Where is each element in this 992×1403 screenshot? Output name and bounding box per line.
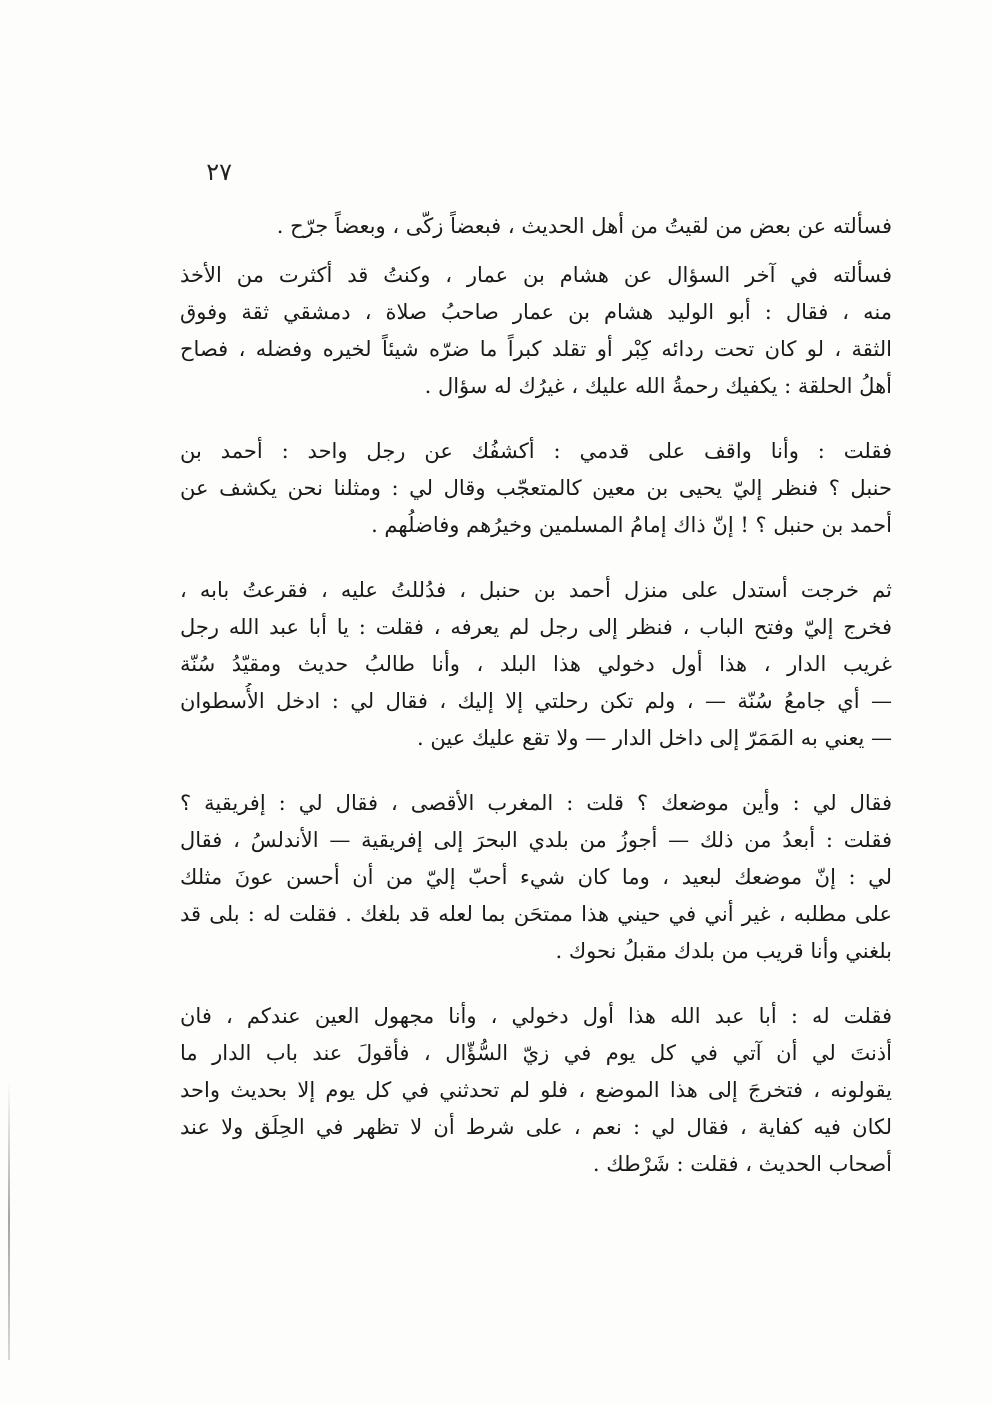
text-line: فقلت : وأنا واقف على قدمي : أكشفُك عن رجل واحد : أحمد بن <box>180 439 892 463</box>
text-line: فسألته عن بعض من لقيتُ من أهل الحديث ، فبعضاً زكّى ، وبعضاً جرّح . <box>276 214 892 238</box>
text-line: بلغني وأنا قريب من بلدك مقبلُ نحوك . <box>555 939 892 963</box>
text-line: أذنتَ لي أن آتي في كل يوم في زيّ السُّؤّال ، فأقولَ عند باب الدار ما <box>180 1041 892 1065</box>
text-line: ثم خرجت أستدل على منزل أحمد بن حنبل ، فدُللتُ عليه ، فقرعتُ بابه ، <box>180 578 892 602</box>
text-line: منه ، فقال : أبو الوليد هشام بن عمار صاحبُ صلاة ، دمشقي ثقة وفوق <box>180 300 892 324</box>
paragraph-5 <box>180 785 892 970</box>
paragraph-6 <box>180 998 892 1183</box>
text-line: يقولونه ، فتخرجَ إلى هذا الموضع ، فلو لم تحدثني في كل يوم إلا بحديث واحد <box>180 1078 892 1102</box>
text-line: فقلت : أبعدُ من ذلك — أجوزُ من بلدي البحرَ إلى إفريقية — الأندلسُ ، فقال <box>180 828 892 852</box>
text-line: الثقة ، لو كان تحت ردائه كِبْر أو تقلد كبراً ما ضرّه شيئاً لخيره وفضله ، فصاح <box>180 337 892 361</box>
text-line: لكان فيه كفاية ، فقال لي : نعم ، على شرط أن لا تظهر في الحِلَق ولا عند <box>180 1115 892 1139</box>
body-text <box>180 208 892 1183</box>
text-line: لي : إنّ موضعك لبعيد ، وما كان شيء أحبّ إليّ من أن أحسن عونَ مثلك <box>180 865 892 889</box>
paragraph-gap <box>180 757 892 785</box>
page-number: ٢٧ <box>206 158 232 186</box>
text-line: — أي جامعُ سُنّة — ، ولم تكن رحلتي إلا إليك ، فقال لي : ادخل الأُسطوان <box>180 689 892 713</box>
text-line: فسألته في آخر السؤال عن هشام بن عمار ، وكنتُ قد أكثرت من الأخذ <box>180 263 892 287</box>
paragraph-gap <box>180 405 892 433</box>
text-line: فخرج إليّ وفتح الباب ، فنظر إلى رجل لم يعرفه ، فقلت : يا أبا عبد الله رجل <box>180 615 892 639</box>
text-line: غريب الدار ، هذا أول دخولي هذا البلد ، وأنا طالبُ حديث ومقيّدُ سُنّة <box>180 652 892 676</box>
paragraph-gap <box>180 544 892 572</box>
text-line: فقال لي : وأين موضعك ؟ قلت : المغرب الأقصى ، فقال لي : إفريقية ؟ <box>180 791 892 815</box>
text-line: فقلت له : أبا عبد الله هذا أول دخولي ، وأنا مجهول العين عندكم ، فان <box>180 1004 892 1028</box>
scan-edge-mark <box>8 1080 10 1360</box>
paragraph-2 <box>180 257 892 405</box>
paragraph-gap <box>180 245 892 257</box>
paragraph-gap <box>180 970 892 998</box>
text-line: حنبل ؟ فنظر إليّ يحيى بن معين كالمتعجّب وقال لي : ومثلنا نحن يكشف عن <box>180 476 892 500</box>
paragraph-1 <box>180 208 892 245</box>
paragraph-4 <box>180 572 892 757</box>
text-line: — يعني به المَمَرّ إلى داخل الدار — ولا تقع عليك عين . <box>417 726 892 750</box>
text-line: أصحاب الحديث ، فقلت : شَرْطك . <box>592 1152 892 1176</box>
text-line: أهلُ الحلقة : يكفيك رحمةُ الله عليك ، غيرُك له سؤال . <box>424 374 892 398</box>
text-line: أحمد بن حنبل ؟ ! إنّ ذاك إمامُ المسلمين وخيرُهم وفاضلُهم . <box>371 513 892 537</box>
paragraph-3 <box>180 433 892 544</box>
text-line: على مطلبه ، غير أني في حيني هذا ممتحَن بما لعله قد بلغك . فقلت له : بلى قد <box>180 902 892 926</box>
